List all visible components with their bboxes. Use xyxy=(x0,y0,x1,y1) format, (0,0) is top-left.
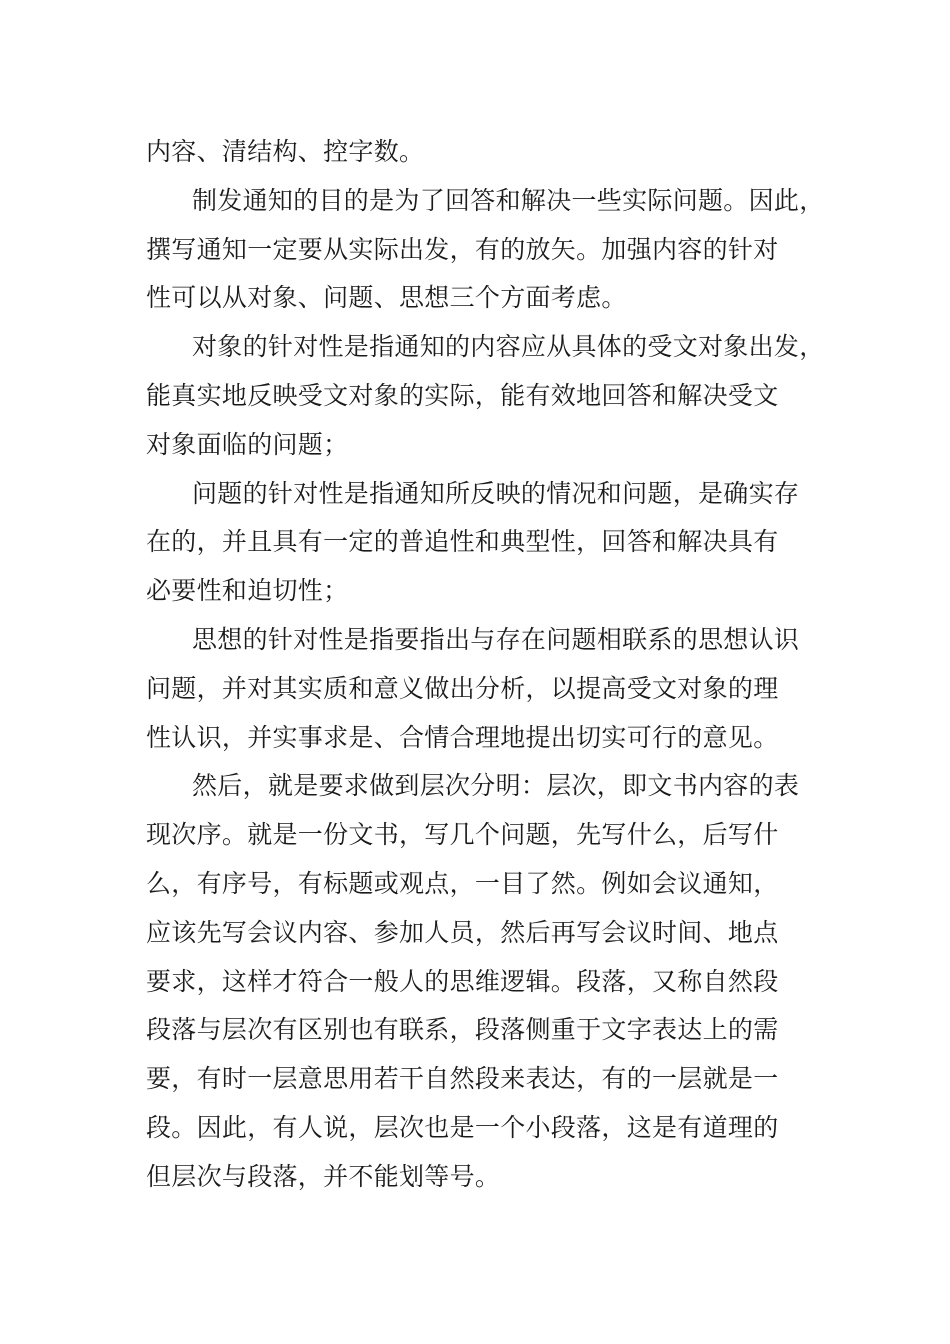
text-line: 必要性和迫切性； xyxy=(146,576,349,606)
text-line: 制发通知的目的是为了回答和解决一些实际问题。因此， xyxy=(192,185,825,215)
text-line: 思想的针对性是指要指出与存在问题相联系的思想认识 xyxy=(192,624,800,654)
text-line: 对象面临的问题； xyxy=(146,429,349,459)
text-line: 段落与层次有区别也有联系，段落侧重于文字表达上的需 xyxy=(146,1015,779,1045)
text-line: 现次序。就是一份文书，写几个问题，先写什么，后写什 xyxy=(146,820,779,850)
text-line: 问题的针对性是指通知所反映的情况和问题，是确实存 xyxy=(192,478,800,508)
text-line: 撰写通知一定要从实际出发，有的放矢。加强内容的针对 xyxy=(146,234,779,264)
text-line: 应该先写会议内容、参加人员，然后再写会议时间、地点 xyxy=(146,917,779,947)
text-line: 但层次与段落，并不能划等号。 xyxy=(146,1161,501,1191)
text-line: 要求，这样才符合一般人的思维逻辑。段落，又称自然段 xyxy=(146,966,779,996)
text-line: 内容、清结构、控字数。 xyxy=(146,137,425,166)
text-line: 么，有序号，有标题或观点，一目了然。例如会议通知， xyxy=(146,868,779,898)
text-line: 性认识，并实事求是、合情合理地提出切实可行的意见。 xyxy=(146,722,779,752)
text-line: 要，有时一层意思用若干自然段来表达，有的一层就是一 xyxy=(146,1064,779,1094)
text-line: 对象的针对性是指通知的内容应从具体的受文对象出发， xyxy=(192,332,825,362)
text-line: 段。因此，有人说，层次也是一个小段落，这是有道理的 xyxy=(146,1112,779,1142)
document-body xyxy=(146,128,825,1202)
text-line: 性可以从对象、问题、思想三个方面考虑。 xyxy=(146,283,627,313)
text-line: 在的，并且具有一定的普追性和典型性，回答和解决具有 xyxy=(146,527,779,557)
text-line: 能真实地反映受文对象的实际，能有效地回答和解决受文 xyxy=(146,380,779,410)
text-line: 问题，并对其实质和意义做出分析，以提高受文对象的理 xyxy=(146,673,779,703)
text-line: 然后，就是要求做到层次分明：层次，即文书内容的表 xyxy=(192,771,800,801)
